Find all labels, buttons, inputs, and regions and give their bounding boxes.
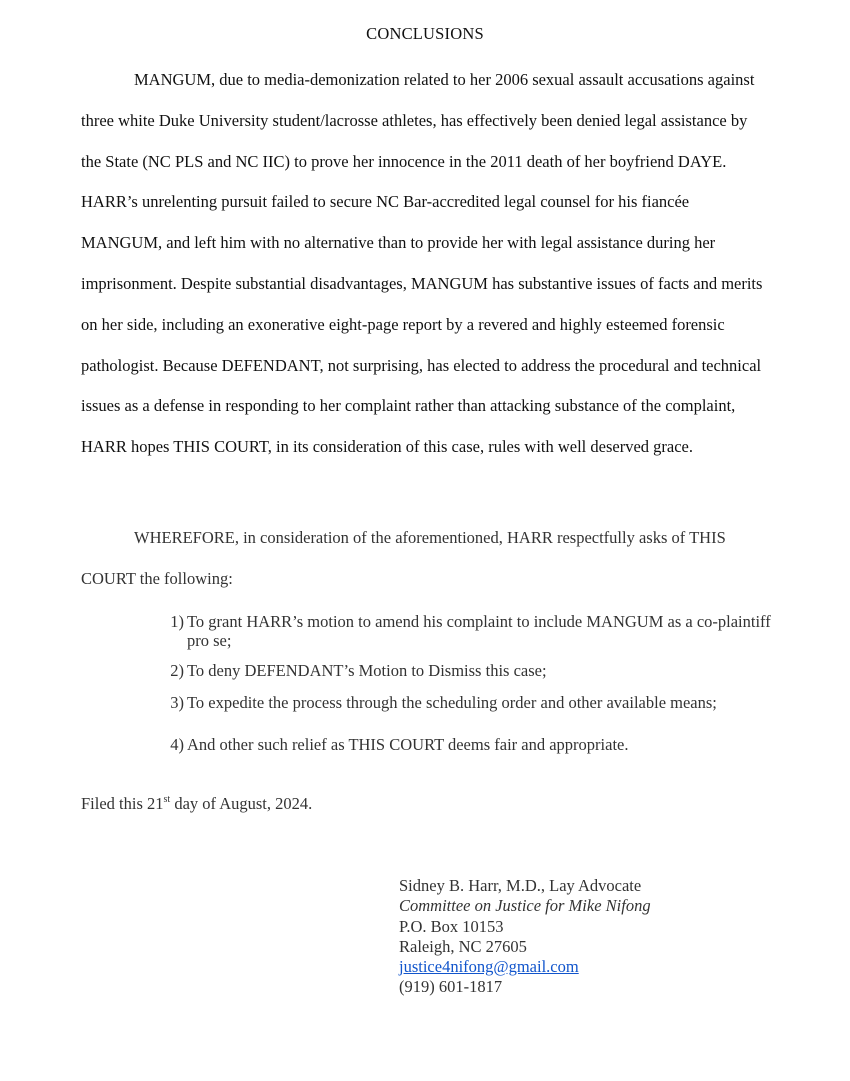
list-number: 3) <box>170 693 184 712</box>
po-box: P.O. Box 10153 <box>399 916 504 936</box>
filed-suffix: day of August, 2024. <box>170 794 313 813</box>
list-number: 1) <box>170 612 184 631</box>
filing-date <box>81 794 312 814</box>
city-state-zip: Raleigh, NC 27605 <box>399 936 527 956</box>
email-link[interactable]: justice4nifong@gmail.com <box>399 957 579 977</box>
list-number: 4) <box>170 735 184 754</box>
organization-name: Committee on Justice for Mike Nifong <box>399 896 651 916</box>
filed-prefix: Filed this 21 <box>81 794 164 813</box>
list-text: To expedite the process through the scheduling order and other available means; <box>187 693 717 712</box>
ordinal-suffix: st <box>163 794 171 805</box>
list-text: To deny DEFENDANT’s Motion to Dismiss this case; <box>187 661 547 680</box>
list-text: To grant HARR’s motion to amend his complaint to include MANGUM as a co-plaintiff pro se; <box>187 612 771 650</box>
list-number: 2) <box>170 661 184 680</box>
conclusions-text: MANGUM, due to media-demonization related to her 2006 sexual assault accusations against three white Duke University student/lacrosse athletes, has effectively been denied legal assistance by the State (NC PLS and NC IIC) to prove her innocence in the 2011 death of her boyfriend DAYE. HARR’s unrelenting pursuit failed to secure NC Bar-accredited legal counsel for his fiancée MANGUM, and left him with no alternative than to provide her with legal assistance during her imprisonment. Despite substantial disadvantages, MANGUM has substantive issues of facts and merits on her side, including an exonerative eight-page report by a revered and highly esteemed forensic pathologist. Because DEFENDANT, not surprising, has elected to address the procedural and technical issues as a defense in responding to her complaint rather than attacking substance of the complaint, HARR hopes THIS COURT, in its consideration of this case, rules with well deserved grace. <box>81 70 763 457</box>
wherefore-text: WHEREFORE, in consideration of the aforementioned, HARR respectfully asks of THIS COURT the following: <box>81 528 726 588</box>
phone-number: (919) 601-1817 <box>399 977 503 997</box>
list-text: And other such relief as THIS COURT deems fair and appropriate. <box>187 735 629 754</box>
wherefore-paragraph <box>81 518 771 600</box>
signature-block <box>399 876 651 998</box>
signer-name: Sidney B. Harr, M.D., Lay Advocate <box>399 876 642 895</box>
conclusions-paragraph <box>81 60 771 468</box>
section-heading: CONCLUSIONS <box>366 24 484 43</box>
